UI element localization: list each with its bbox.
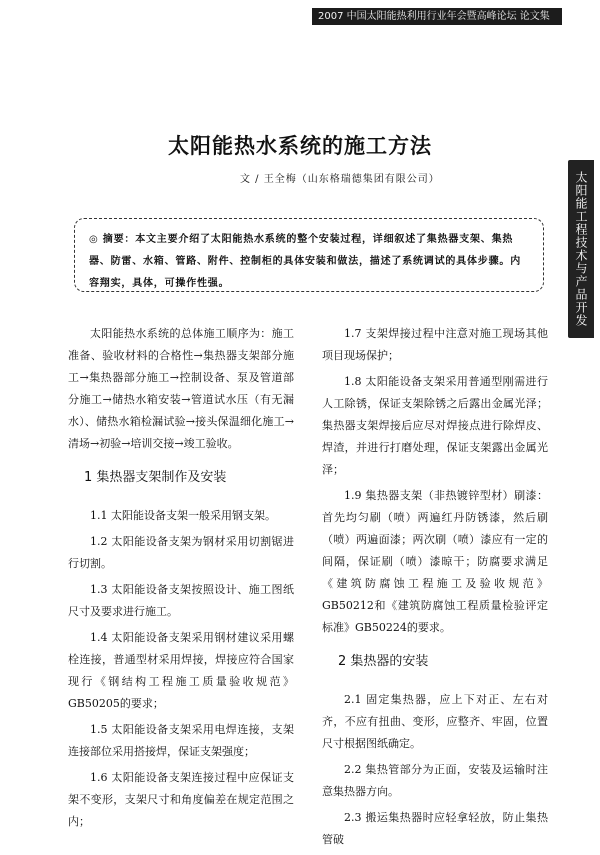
paragraph-1-2: 1.2 太阳能设备支架为钢材采用切割锯进行切割。: [68, 535, 294, 570]
paragraph-1-6: 1.6 太阳能设备支架连接过程中应保证支架不变形，支架尺寸和角度偏差在规定范围之内；: [68, 771, 294, 828]
paragraph-1-4: 1.4 太阳能设备支架采用钢材建议采用螺栓连接，普通型材采用焊接，焊接应符合国家现行《钢结构工程施工质量验收规范》GB50205的要求；: [68, 631, 294, 710]
running-header: 2007 中国太阳能热利用行业年会暨高峰论坛 论文集: [312, 8, 562, 25]
paragraph-1-1: 1.1 太阳能设备支架一般采用钢支架。: [90, 509, 276, 522]
article-byline: 文 / 王全梅（山东格瑞德集团有限公司）: [240, 174, 440, 185]
paragraph-1-8: 1.8 太阳能设备支架采用普通型刚需进行人工除锈，保证支架除锈之后露出金属光泽；集热器支架焊接后应尽对焊接点进行除焊皮、焊渣，并进行打磨处理，保证支架露出金属光泽；: [322, 375, 548, 476]
intro-paragraph: 太阳能热水系统的总体施工顺序为：施工准备、验收材料的合格性→集热器支架部分施工→集热器部分施工→控制设备、泵及管道部分施工→储热水箱安装→管道试水压（有无漏水）、储热水箱检漏试验→接头保温细化施工→清场→初验→培训交接→竣工验收。: [68, 327, 294, 450]
section-heading-2: 2 集热器的安装: [338, 654, 429, 669]
paragraph-2-2: 2.2 集热管部分为正面，安装及运输时注意集热器方向。: [322, 763, 548, 798]
paragraph-1-3: 1.3 太阳能设备支架按照设计、施工图纸尺寸及要求进行施工。: [68, 583, 294, 618]
paragraph-2-3: 2.3 搬运集热器时应轻拿轻放，防止集热管破: [322, 811, 548, 846]
paragraph-1-7: 1.7 支架焊接过程中注意对施工现场其他项目现场保护；: [322, 327, 548, 362]
paragraph-1-9: 1.9 集热器支架（非热镀锌型材）刷漆：首先均匀刷（喷）两遍红丹防锈漆，然后刷（喷）两遍面漆；两次刷（喷）漆应有一定的间隔，保证刷（喷）漆晾干；防腐要求满足《建筑防腐蚀工程施工及验收规范》GB50212和《建筑防腐蚀工程质量检验评定标准》GB50224的要求。: [322, 489, 548, 634]
right-column: [322, 323, 548, 855]
abstract-text: ◎ 摘要：本文主要介绍了太阳能热水系统的整个安装过程，详细叙述了集热器支架、集热器、防雷、水箱、管路、附件、控制柜的具体安装和做法，描述了系统调试的具体步骤。内容翔实，具体，可操作性强。: [89, 234, 521, 289]
abstract-box: [74, 218, 544, 292]
section-heading-1: 1 集热器支架制作及安装: [84, 470, 227, 485]
section-side-tab: 太阳能工程技术与产品开发: [568, 160, 594, 338]
article-title: 太阳能热水系统的施工方法: [168, 133, 432, 158]
paragraph-1-5: 1.5 太阳能设备支架采用电焊连接，支架连接部位采用搭接焊，保证支架强度；: [68, 723, 294, 758]
paragraph-2-1: 2.1 固定集热器，应上下对正、左右对齐，不应有扭曲、变形，应整齐、牢固，位置尺寸根据图纸确定。: [322, 693, 548, 750]
left-column: [68, 323, 294, 837]
